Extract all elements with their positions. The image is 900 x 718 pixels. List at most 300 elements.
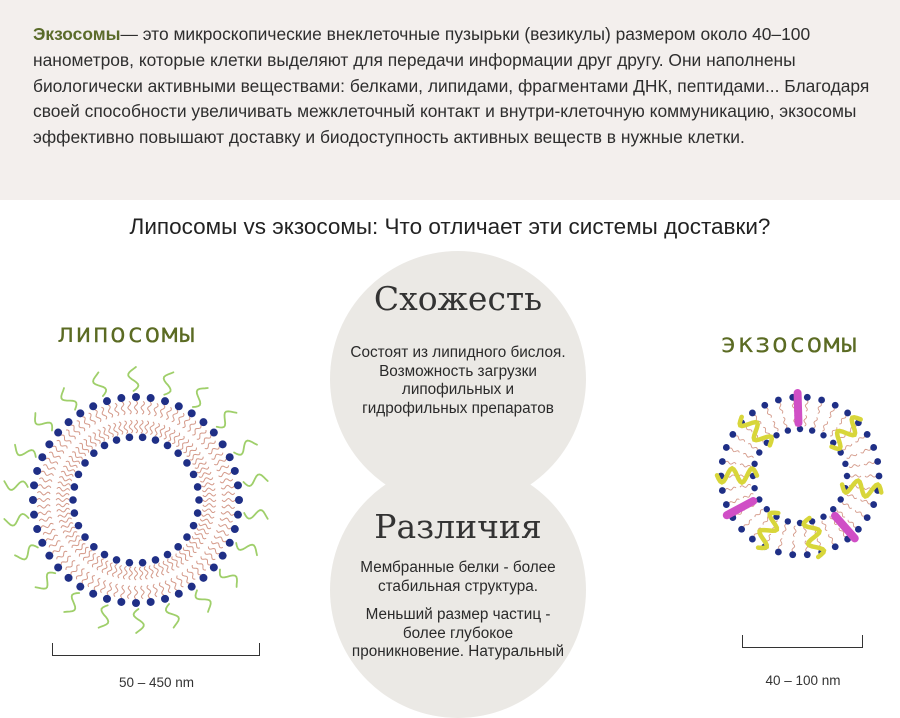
inner-head-group bbox=[126, 559, 134, 567]
inner-head-group bbox=[71, 483, 79, 491]
lipid-tail bbox=[793, 526, 796, 537]
lipid-tail bbox=[139, 567, 142, 580]
inner-head-group bbox=[194, 483, 202, 491]
glycan-chain bbox=[36, 573, 56, 589]
exosome-scale-bracket bbox=[742, 635, 863, 648]
inner-head-group bbox=[809, 427, 815, 433]
surface-protein bbox=[835, 516, 855, 539]
outer-head-group bbox=[738, 526, 745, 533]
inner-head-group bbox=[174, 449, 182, 457]
lipid-tail bbox=[199, 472, 211, 477]
inner-head-group bbox=[164, 442, 172, 450]
lipid-tail bbox=[150, 422, 154, 435]
lipid-tail bbox=[214, 536, 226, 542]
inner-head-group bbox=[830, 506, 836, 512]
lipid-tail bbox=[154, 403, 158, 416]
lipid-tail bbox=[217, 465, 229, 470]
lipid-tail bbox=[94, 578, 100, 590]
inner-head-group bbox=[75, 471, 83, 479]
glycan-chain bbox=[35, 413, 52, 431]
outer-head-group bbox=[38, 539, 46, 547]
lipid-tail bbox=[37, 499, 50, 502]
differences-panel bbox=[330, 462, 586, 718]
outer-head-group bbox=[117, 598, 125, 606]
outer-head-group bbox=[132, 393, 140, 401]
outer-head-group bbox=[45, 440, 53, 448]
lipid-tail bbox=[58, 482, 71, 486]
intro-term: Экзосомы bbox=[33, 24, 121, 44]
lipid-tail bbox=[766, 408, 771, 418]
lipid-tail bbox=[114, 584, 118, 597]
lipid-tail bbox=[153, 584, 157, 597]
lipid-tail bbox=[66, 532, 77, 539]
lipid-tail bbox=[43, 465, 55, 470]
lipid-tail bbox=[128, 586, 131, 599]
lipid-tail bbox=[163, 561, 169, 573]
inner-head-group bbox=[152, 556, 160, 564]
outer-head-group bbox=[188, 583, 196, 591]
outer-head-group bbox=[775, 397, 782, 404]
lipid-tail bbox=[84, 551, 93, 561]
outer-head-group bbox=[219, 552, 227, 560]
intro-panel bbox=[0, 0, 900, 200]
outer-head-group bbox=[33, 525, 41, 533]
similarity-text: Состоят из липидного бислоя. Возможность загрузки липофильных и гидрофильных препаратов bbox=[350, 344, 566, 417]
outer-head-group bbox=[723, 444, 730, 451]
inner-head-group bbox=[183, 533, 191, 541]
inner-head-group bbox=[183, 459, 191, 467]
lipid-tail bbox=[177, 413, 184, 424]
lipid-tail bbox=[222, 498, 235, 501]
lipid-tail bbox=[61, 435, 71, 444]
outer-head-group bbox=[147, 598, 155, 606]
lipid-tail bbox=[53, 546, 64, 553]
lipid-tail bbox=[37, 505, 50, 508]
lipid-tail bbox=[847, 454, 857, 458]
outer-head-group bbox=[234, 511, 242, 519]
lipid-tail bbox=[129, 420, 132, 433]
outer-head-group bbox=[45, 552, 53, 560]
lipid-tail bbox=[71, 565, 80, 575]
outer-head-group bbox=[103, 595, 111, 603]
outer-head-group bbox=[38, 453, 46, 461]
glycan-chain bbox=[99, 605, 109, 627]
lipid-tail bbox=[59, 477, 71, 482]
lipid-tail bbox=[740, 464, 751, 467]
glycan-chain bbox=[4, 514, 28, 526]
lipid-tail bbox=[82, 572, 89, 583]
outer-head-group bbox=[789, 551, 796, 558]
lipid-tail bbox=[49, 452, 60, 459]
lipid-tail bbox=[180, 551, 189, 561]
lipid-tail bbox=[201, 435, 211, 444]
inner-head-group bbox=[195, 496, 203, 504]
exosomes-title: экзосомы bbox=[720, 328, 859, 359]
inner-head-group bbox=[820, 432, 826, 438]
lipid-tail bbox=[149, 566, 153, 579]
lipid-tail bbox=[829, 534, 834, 544]
lipid-tail bbox=[212, 453, 223, 460]
difference-point-size: Меньший размер частиц - более глубокое проникновение. Натуральный bbox=[351, 606, 565, 661]
protein-coil bbox=[842, 481, 881, 497]
lipid-tail bbox=[220, 518, 233, 522]
lipid-tail bbox=[141, 586, 144, 599]
lipid-tail bbox=[861, 449, 871, 454]
lipid-tail bbox=[165, 581, 170, 593]
outer-head-group bbox=[199, 574, 207, 582]
lipid-tail bbox=[850, 475, 861, 477]
transmembrane-protein bbox=[842, 481, 881, 497]
comparison-heading: Липосомы vs экзосомы: Что отличает эти системы доставки? bbox=[129, 214, 771, 239]
lipid-tail bbox=[180, 440, 189, 450]
lipid-tail bbox=[134, 401, 137, 414]
outer-head-group bbox=[65, 574, 73, 582]
lipid-tail bbox=[200, 519, 213, 524]
lipid-tail bbox=[187, 448, 197, 457]
lipid-tail bbox=[205, 441, 216, 449]
lipid-tail bbox=[208, 547, 219, 554]
lipid-tail bbox=[792, 541, 795, 552]
glycan-chain bbox=[244, 510, 268, 519]
inner-head-group bbox=[842, 461, 848, 467]
outer-head-group bbox=[175, 402, 183, 410]
inner-head-group bbox=[194, 509, 202, 517]
lipid-tail bbox=[83, 417, 90, 428]
outer-head-group bbox=[65, 418, 73, 426]
lipid-tail bbox=[187, 569, 195, 580]
inner-head-group bbox=[81, 533, 89, 541]
lipid-tail bbox=[145, 421, 149, 434]
lipid-tail bbox=[59, 518, 71, 523]
lipid-tail bbox=[755, 510, 763, 517]
outer-head-group bbox=[210, 429, 218, 437]
lipid-tail bbox=[159, 583, 164, 596]
lipid-tail bbox=[135, 567, 138, 580]
glycan-chain bbox=[4, 481, 28, 490]
lipid-tail bbox=[103, 427, 109, 439]
lipid-tail bbox=[39, 517, 52, 521]
lipid-tail bbox=[197, 528, 209, 534]
outer-head-group bbox=[719, 487, 726, 494]
inner-head-group bbox=[785, 427, 791, 433]
lipid-tail bbox=[63, 527, 75, 533]
inner-head-group bbox=[785, 518, 791, 524]
lipid-tail bbox=[203, 498, 216, 501]
outer-head-group bbox=[729, 431, 736, 438]
lipid-tail bbox=[219, 472, 232, 477]
inner-head-group bbox=[756, 449, 762, 455]
outer-head-group bbox=[54, 429, 62, 437]
lipid-tail bbox=[200, 478, 213, 483]
lipid-tail bbox=[121, 585, 125, 598]
inner-head-group bbox=[126, 434, 134, 442]
inner-head-group bbox=[113, 436, 121, 444]
outer-head-group bbox=[832, 402, 839, 409]
lipid-tail bbox=[121, 402, 125, 415]
lipid-tail bbox=[128, 401, 131, 414]
lipid-tail bbox=[203, 504, 216, 507]
lipid-tail bbox=[56, 493, 69, 496]
lipid-tail bbox=[114, 423, 119, 436]
lipid-tail bbox=[124, 421, 128, 434]
lipid-tail bbox=[101, 407, 106, 419]
lipid-tail bbox=[864, 462, 875, 465]
lipid-tail bbox=[107, 583, 112, 596]
inner-head-group bbox=[844, 473, 850, 479]
lipid-tail bbox=[822, 521, 827, 531]
glycan-chain bbox=[236, 543, 257, 555]
lipid-tail bbox=[197, 467, 209, 473]
inner-head-group bbox=[820, 514, 826, 520]
outer-head-group bbox=[719, 458, 726, 465]
lipid-tail bbox=[166, 407, 171, 419]
outer-head-group bbox=[870, 501, 877, 508]
lipid-tail bbox=[102, 561, 108, 573]
lipid-tail bbox=[98, 430, 105, 441]
inner-head-group bbox=[152, 436, 160, 444]
lipid-tail bbox=[118, 566, 122, 579]
glycan-chain bbox=[93, 372, 106, 396]
lipid-tail bbox=[222, 505, 235, 508]
lipid-tail bbox=[77, 421, 85, 432]
lipid-tail bbox=[61, 556, 71, 565]
lipid-tail bbox=[49, 541, 60, 548]
lipid-tail bbox=[38, 511, 51, 515]
lipid-tail bbox=[814, 417, 818, 428]
outer-head-group bbox=[54, 563, 62, 571]
lipid-tail bbox=[729, 499, 739, 504]
outer-head-group bbox=[832, 543, 839, 550]
inner-head-group bbox=[773, 432, 779, 438]
outer-head-group bbox=[161, 595, 169, 603]
outer-head-group bbox=[231, 525, 239, 533]
outer-head-group bbox=[219, 440, 227, 448]
inner-head-group bbox=[81, 459, 89, 467]
lipid-tail bbox=[725, 461, 736, 464]
lipid-tail bbox=[818, 403, 822, 414]
glycan-chain bbox=[220, 570, 237, 588]
outer-head-group bbox=[175, 590, 183, 598]
lipid-tail bbox=[56, 499, 69, 502]
lipid-tail bbox=[168, 559, 175, 570]
outer-head-group bbox=[844, 410, 851, 417]
lipid-tail bbox=[849, 465, 860, 468]
lipid-tail bbox=[183, 443, 192, 452]
lipid-tail bbox=[63, 466, 75, 472]
glycan-chain bbox=[15, 445, 36, 457]
lipid-tail bbox=[119, 422, 123, 435]
glycan-chain bbox=[64, 593, 79, 612]
lipid-tail bbox=[57, 440, 67, 448]
exosome-scale-label: 40 – 100 nm bbox=[765, 673, 841, 688]
outer-head-group bbox=[161, 397, 169, 405]
inner-head-group bbox=[751, 485, 757, 491]
lipid-tail bbox=[201, 556, 211, 565]
lipid-tail bbox=[202, 509, 215, 513]
inner-head-group bbox=[764, 506, 770, 512]
lipid-tail bbox=[748, 444, 757, 450]
lipid-tail bbox=[779, 539, 783, 550]
lipid-tail bbox=[221, 512, 234, 516]
lipid-tail bbox=[95, 410, 101, 422]
outer-head-group bbox=[103, 397, 111, 405]
inner-head-group bbox=[101, 442, 109, 450]
glycan-chain bbox=[196, 590, 211, 612]
lipid-tail bbox=[172, 410, 178, 422]
lipid-tail bbox=[38, 485, 51, 489]
lipid-tail bbox=[843, 444, 852, 450]
lipid-tail bbox=[219, 524, 232, 529]
differences-body bbox=[350, 559, 566, 672]
lipid-tail bbox=[192, 565, 201, 575]
surface-protein bbox=[798, 393, 799, 423]
outer-head-group bbox=[761, 402, 768, 409]
lipid-tail bbox=[41, 523, 54, 528]
lipid-tail bbox=[843, 502, 852, 508]
intro-text: — это микроскопические внеклеточные пузырьки (везикулы) размером около 40–100 нанометров, которые клетки выделяют для передачи информации друг другу. Они наполнены биологически активными веществами: белками, липидами, фрагментами ДНК, пептидами... Благодаря своей способности увеличивать межклеточный контакт и внутри-клеточную коммуникацию, экзосомы эффективно повышают доставку и биодоступность активных веществ в нужные клетки. bbox=[33, 24, 870, 148]
lipid-tail bbox=[735, 436, 744, 442]
lipid-tail bbox=[839, 415, 846, 424]
lipid-tail bbox=[217, 530, 229, 535]
lipid-tail bbox=[144, 566, 148, 579]
lipid-tail bbox=[56, 503, 69, 506]
glycan-chain bbox=[61, 388, 76, 410]
glycan-chain bbox=[193, 388, 208, 407]
lipid-tail bbox=[140, 420, 143, 433]
outer-head-group bbox=[723, 501, 730, 508]
inner-head-group bbox=[71, 509, 79, 517]
lipid-tail bbox=[212, 541, 223, 548]
outer-head-group bbox=[29, 496, 37, 504]
outer-head-group bbox=[804, 394, 811, 401]
inner-head-group bbox=[190, 522, 198, 530]
lipid-tail bbox=[221, 485, 234, 489]
lipid-tail bbox=[76, 448, 86, 457]
lipid-tail bbox=[783, 524, 787, 535]
lipid-tail bbox=[195, 462, 206, 469]
inner-head-group bbox=[838, 496, 844, 502]
outer-head-group bbox=[235, 496, 243, 504]
inner-head-group bbox=[101, 551, 109, 559]
lipid-tail bbox=[192, 425, 201, 435]
outer-head-group bbox=[76, 409, 84, 417]
lipid-tail bbox=[865, 475, 876, 477]
liposome-illustration bbox=[8, 352, 268, 652]
outer-head-group bbox=[864, 514, 871, 521]
surface-protein bbox=[727, 501, 753, 515]
glycan-chain bbox=[128, 367, 138, 391]
outer-head-group bbox=[749, 536, 756, 543]
similarity-title: Схожесть bbox=[373, 279, 543, 318]
lipid-tail bbox=[89, 413, 96, 424]
lipid-tail bbox=[214, 459, 226, 465]
glycan-chain bbox=[15, 545, 38, 559]
lipid-tail bbox=[135, 586, 138, 599]
lipid-tail bbox=[202, 514, 215, 518]
liposome-scale-bracket bbox=[52, 643, 260, 656]
outer-head-group bbox=[818, 397, 825, 404]
inner-head-group bbox=[90, 449, 98, 457]
lipid-tail bbox=[829, 408, 834, 418]
lipid-tail bbox=[88, 576, 95, 587]
lipid-tail bbox=[182, 572, 189, 583]
lipid-tail bbox=[76, 544, 86, 553]
lipid-tail bbox=[39, 478, 52, 482]
outer-head-group bbox=[804, 551, 811, 558]
lipid-tail bbox=[134, 420, 137, 433]
lipid-tail bbox=[187, 544, 197, 553]
outer-head-group bbox=[89, 590, 97, 598]
lipid-tail bbox=[805, 400, 808, 411]
intro-paragraph bbox=[33, 22, 875, 151]
glycan-chain bbox=[164, 372, 174, 394]
outer-head-group bbox=[231, 467, 239, 475]
lipid-tail bbox=[188, 421, 196, 432]
outer-head-group bbox=[188, 409, 196, 417]
outer-head-group bbox=[117, 394, 125, 402]
lipid-tail bbox=[725, 487, 736, 490]
outer-head-group bbox=[132, 599, 140, 607]
lipid-tail bbox=[124, 566, 128, 579]
inner-head-group bbox=[75, 522, 83, 530]
outer-head-group bbox=[89, 402, 97, 410]
lipid-tail bbox=[203, 493, 216, 496]
glycan-chain bbox=[134, 609, 144, 633]
lipid-tail bbox=[57, 488, 70, 492]
glycan-chain bbox=[244, 474, 268, 486]
lipid-tail bbox=[208, 447, 219, 454]
inner-head-group bbox=[751, 461, 757, 467]
lipid-tail bbox=[202, 488, 215, 492]
lipid-tail bbox=[822, 421, 827, 431]
inner-head-group bbox=[139, 434, 147, 442]
outer-head-group bbox=[870, 444, 877, 451]
lipid-tail bbox=[108, 425, 113, 437]
lipid-tail bbox=[804, 415, 807, 426]
lipid-tail bbox=[43, 529, 55, 534]
lipid-tail bbox=[71, 425, 80, 435]
lipid-tail bbox=[202, 483, 215, 487]
lipid-tail bbox=[141, 401, 144, 414]
lipid-tail bbox=[743, 454, 753, 458]
lipid-tail bbox=[783, 417, 787, 428]
outer-head-group bbox=[876, 473, 883, 480]
lipid-tail bbox=[46, 535, 58, 541]
lipid-tail bbox=[57, 508, 70, 512]
lipid-tail bbox=[160, 405, 165, 418]
lipid-tail bbox=[773, 421, 778, 431]
lipid-tail bbox=[855, 510, 864, 516]
outer-head-group bbox=[226, 453, 234, 461]
lipid-tail bbox=[61, 523, 73, 528]
outer-head-group bbox=[855, 526, 862, 533]
inner-head-group bbox=[113, 556, 121, 564]
inner-head-group bbox=[164, 551, 172, 559]
inner-head-group bbox=[139, 559, 147, 567]
lipid-tail bbox=[41, 471, 54, 476]
lipid-tail bbox=[115, 403, 119, 416]
lipid-tail bbox=[164, 427, 170, 439]
lipid-tail bbox=[129, 567, 132, 580]
lipid-tail bbox=[37, 492, 50, 495]
lipid-tail bbox=[46, 458, 58, 464]
difference-point-stability: Мембранные белки - более стабильная структура. bbox=[360, 559, 556, 595]
outer-head-group bbox=[234, 481, 242, 489]
liposomes-title: липосомы bbox=[58, 318, 197, 349]
lipid-tail bbox=[101, 581, 106, 593]
outer-head-group bbox=[874, 458, 881, 465]
lipid-tail bbox=[847, 494, 857, 498]
